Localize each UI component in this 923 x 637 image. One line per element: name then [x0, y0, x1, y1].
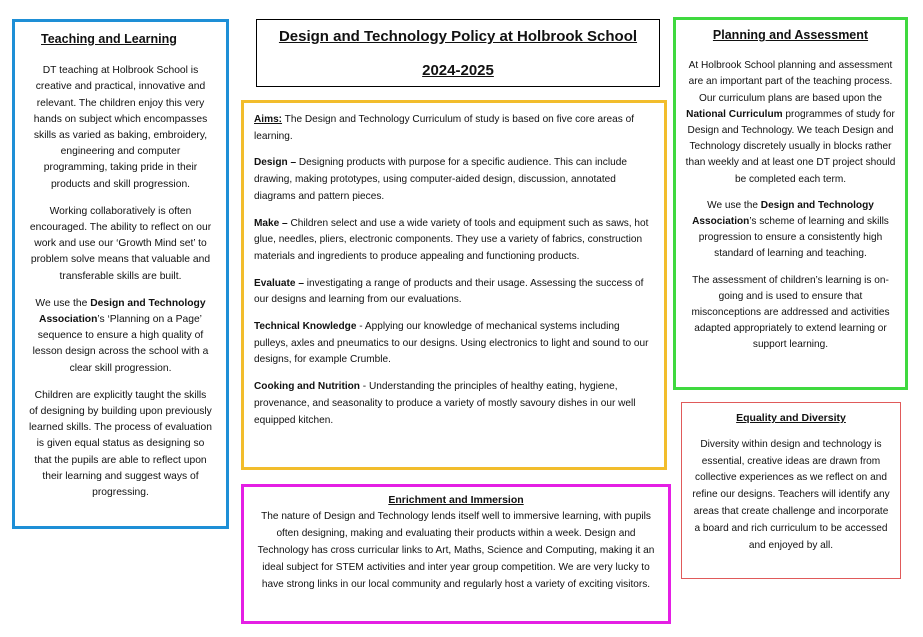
teaching-learning-panel	[12, 19, 229, 529]
planning-paragraph-4: The assessment of children’s learning is on-going and is used to ensure that misconceptions are addressed and activities adapted appropriately to extend learning or support learning.	[691, 274, 890, 351]
planning-assessment-panel	[673, 17, 908, 390]
aims-intro: Aims: The Design and Technology Curriculum of study is based on five core areas of learning.	[254, 114, 635, 142]
equality-diversity-heading: Equality and Diversity	[736, 412, 846, 424]
planning-paragraph-2: Our curriculum plans are based upon the National Curriculum programmes of study for Design and Technology. We teach Design and Technology discretely usually in blocks rather than weekly and at least one DT project should be completed each term.	[685, 92, 896, 185]
planning-paragraph-3: We use the Design and Technology Association’s scheme of learning and skills progression to ensure a consistently high standard of learning and teaching.	[692, 199, 889, 260]
aim-make: Make – Children select and use a wide variety of tools and equipment such as saws, hot glue, needles, pliers, electronic components. They use a variety of fabrics, construction materials and ingredients to produce appealing and functioning products.	[254, 217, 649, 262]
teaching-paragraph-4: Children are explicitly taught the skills of designing by building upon previously learned skills. The process of evaluation is given equal status as designing so that the pupils are able to reflect upon their learning and suggest ways of progressing.	[29, 389, 212, 499]
equality-diversity-text: Diversity within design and technology is essential, creative ideas are drawn from collective experiences as we reflect on and refine our designs. Teachers will identify any areas that create challenge and incorporate a board and rich curriculum to be accessed and enjoyed by all.	[692, 438, 890, 551]
aims-panel	[241, 100, 667, 470]
enrichment-immersion-heading: Enrichment and Immersion	[388, 494, 524, 506]
aim-technical-knowledge: Technical Knowledge - Applying our knowledge of mechanical systems including pulleys, axles and pneumatics to our designs. Using electronics to light and sound to our designs, for example Crumble.	[254, 321, 649, 366]
dt-association-name: Design and Technology Association	[39, 297, 206, 326]
planning-assessment-heading: Planning and Assessment	[712, 28, 869, 42]
enrichment-immersion-text: The nature of Design and Technology lends itself well to immersive learning, with pupils often designing, making and evaluating their products within a week. Design and Technology has cross curricular links to Art, Maths, Science and Computing, making it an ideal subject for STEM activities and inter year group competition. We are very lucky to have strong links in our local community and regularly host a variety of exciting visitors.	[257, 511, 655, 590]
policy-title: Design and Technology Policy at Holbrook School	[278, 28, 638, 45]
teaching-learning-heading: Teaching and Learning	[41, 32, 177, 46]
policy-title-box	[256, 19, 660, 87]
aim-cooking-nutrition: Cooking and Nutrition - Understanding the principles of healthy eating, hygiene, provenance, and seasonality to produce a variety of mostly savoury dishes in our well equipped kitchen.	[254, 381, 636, 426]
teaching-paragraph-1: DT teaching at Holbrook School is creative and practical, innovative and relevant. The children enjoy this very hands on subject which encompasses skills as varied as baking, embroidery, engineering and computer programming, taking pride in their products and skill progression.	[33, 65, 208, 190]
enrichment-immersion-panel	[241, 484, 671, 624]
equality-diversity-panel	[681, 402, 901, 579]
aim-design: Design – Designing products with purpose for a specific audience. This can include drawing, making prototypes, using computer-aided design, discussion, annotated diagrams and pattern pieces.	[254, 157, 627, 202]
teaching-paragraph-2: Working collaboratively is often encouraged. The ability to reflect on our work and use our ‘Growth Mind set’ to problem solve means that valuable and transferable skills are built.	[29, 205, 212, 282]
teaching-paragraph-3: We use the Design and Technology Association’s ‘Planning on a Page’ sequence to ensure a high quality of lesson design across the school with a clear skill progression.	[32, 297, 209, 374]
policy-year: 2024-2025	[422, 62, 494, 79]
aim-evaluate: Evaluate – investigating a range of products and their usage. Assessing the success of our designs and learning from our evaluations.	[254, 277, 644, 306]
planning-paragraph-1: At Holbrook School planning and assessment are an important part of the teaching process.	[688, 60, 893, 88]
aims-label: Aims:	[254, 114, 283, 125]
